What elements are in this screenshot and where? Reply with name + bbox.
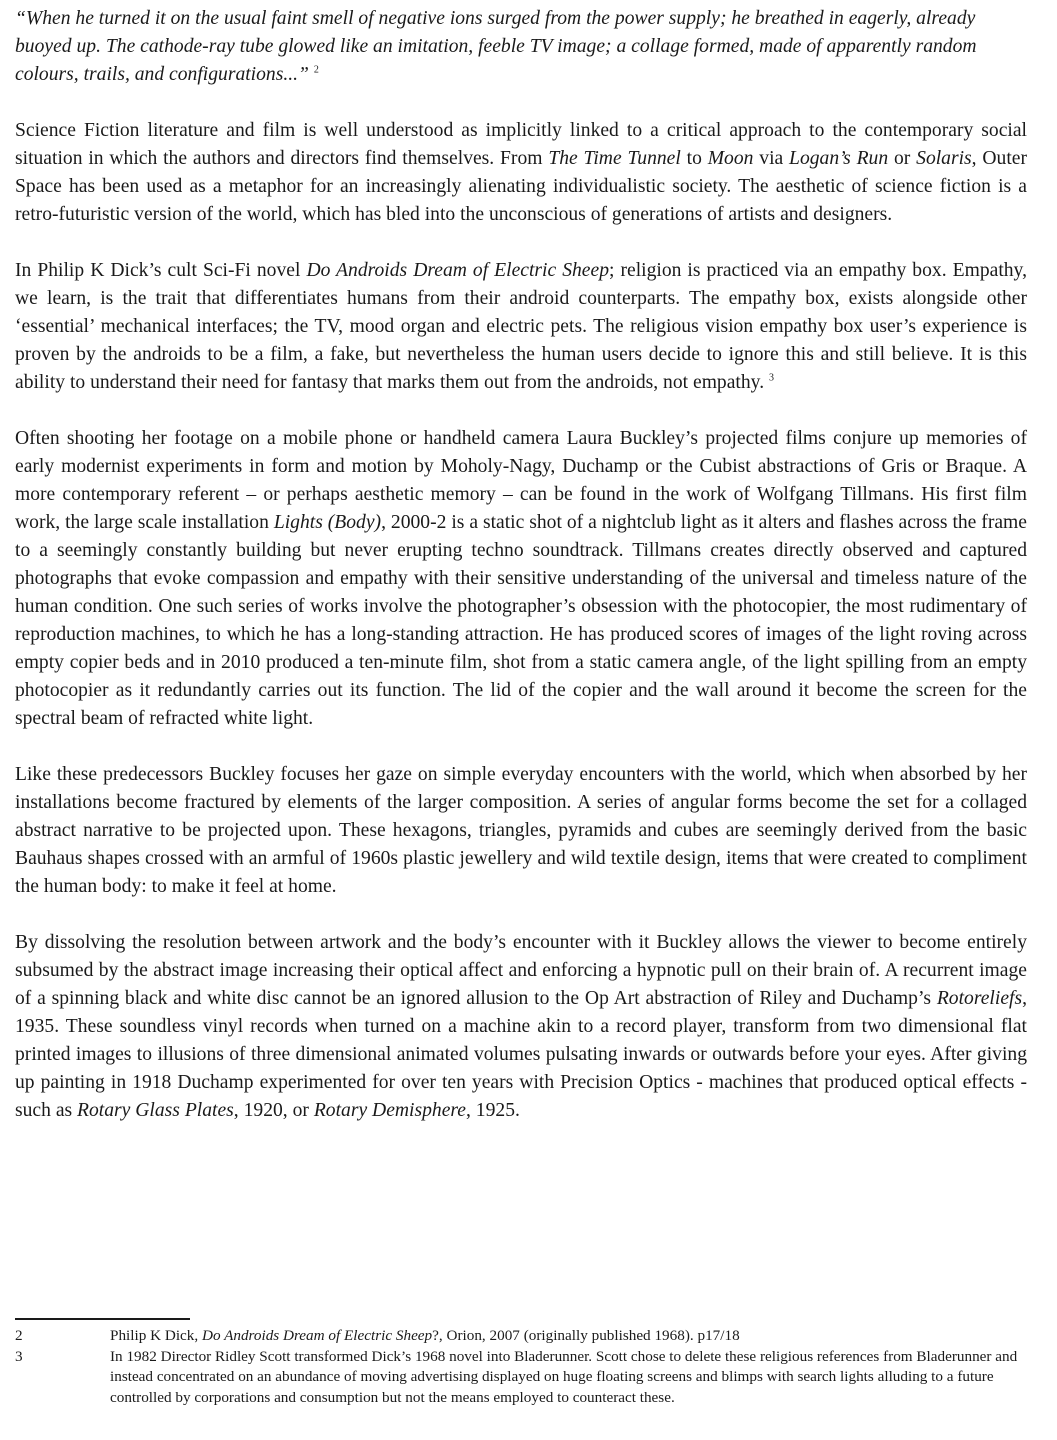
footnote-2	[15, 1326, 1027, 1347]
paragraph-spacer	[15, 901, 1027, 929]
footnotes-section	[15, 1318, 1027, 1408]
paragraph-spacer	[15, 89, 1027, 117]
paragraph-text: , 1920, or	[233, 1100, 314, 1121]
paragraph-text: , Outer Space has been used as a metaphor for an increasingly alienating individualistic society. The aesthetic of science fiction is a retro-futuristic version of the world, which has bled into the unconscious of generations of artists and designers.	[15, 148, 1028, 225]
paragraph-dissolving-resolution	[15, 929, 1027, 1125]
paragraph-philip-k-dick	[15, 257, 1027, 397]
paragraph-text: Science Fiction literature and film is well understood as implicitly linked to a critical approach to the contemporary social situation in which the authors and directors find themselves. From	[15, 120, 1027, 169]
footnote-ref-2[interactable]: 2	[313, 64, 319, 76]
footnote-text	[110, 1326, 1027, 1347]
title-rotoreliefs: Rotoreliefs	[936, 988, 1023, 1009]
paragraph-text: to	[680, 148, 708, 169]
paragraph-sci-fi	[15, 117, 1027, 229]
paragraph-text: Often shooting her footage on a mobile phone or handheld camera Laura Buckley’s projected films conjure up memories of early modernist experiments in form and motion by Moholy-Nagy, Duchamp or the Cubist abstractions of Gris or Braque. A more contemporary referent – or perhaps aesthetic memory – can be found in the work of Wolfgang Tillmans. His first film work, the large scale installation	[15, 428, 1027, 533]
title-rotary-demisphere: Rotary Demisphere	[313, 1100, 466, 1121]
paragraph-text: , 2000-2 is a static shot of a nightclub light as it alters and flashes across the frame to a seemingly constantly building but never erupting techno soundtrack. Tillmans creates directly observed and captured photographs that evoke compassion and empathy with their sensitive understanding of the universal and timeless nature of the human condition. One such series of works involve the photographer’s obsession with the photocopier, the most rudimentary of reproduction machines, to which he has a long-standing attraction. He has produced scores of images of the light roving across empty copier beds and in 2010 produced a ten-minute film, shot from a static camera angle, of the light spilling from an empty photocopier as it redundantly carries out its function. The lid of the copier and the wall around it become the screen for the spectral beam of refracted white light.	[15, 512, 1027, 729]
footnote-ref-3[interactable]: 3	[769, 372, 774, 384]
footnote-3	[15, 1347, 1027, 1409]
quote-text: “When he turned it on the usual faint smell of negative ions surged from the power supply; he breathed in eagerly, already buoyed up. The cathode-ray tube glowed like an imitation, feeble TV image; a collage formed, made of apparently random colours, trails, and configurations...”	[15, 8, 977, 85]
title-do-androids-dream: Do Androids Dream of Electric Sheep	[306, 260, 609, 281]
epigraph-quote	[15, 5, 1027, 89]
title-solaris: Solaris	[916, 148, 972, 169]
paragraph-text: ; religion is practiced via an empathy box. Empathy, we learn, is the trait that differentiates humans from their android counterparts. The empathy box, exists alongside other ‘essential’ mechanical interfaces; the TV, mood organ and electric pets. The religious vision empathy box user’s experience is proven by the androids to be a film, a fake, but nevertheless the human users decide to ignore this and still believe. It is this ability to understand their need for fantasy that marks them out from the androids, not empathy.	[15, 260, 1027, 393]
essay-body	[15, 5, 1027, 1125]
paragraph-text: In Philip K Dick’s cult Sci-Fi novel	[15, 260, 307, 281]
paragraph-spacer	[15, 397, 1027, 425]
paragraph-predecessors: Like these predecessors Buckley focuses her gaze on simple everyday encounters with the world, which when absorbed by her installations become fractured by elements of the larger composition. A series of angular forms become the set for a collaged abstract narrative to be projected upon. These hexagons, triangles, pyramids and cubes are seemingly derived from the basic Bauhaus shapes crossed with an armful of 1960s plastic jewellery and wild textile design, items that were created to compliment the human body: to make it feel at home.	[15, 764, 1027, 897]
footnote-number: 3	[15, 1347, 23, 1365]
footnote-divider	[15, 1318, 190, 1320]
paragraph-spacer	[15, 733, 1027, 761]
title-the-time-tunnel: The Time Tunnel	[548, 148, 681, 169]
title-moon: Moon	[707, 148, 754, 169]
paragraph-text: , 1935. These soundless vinyl records when turned on a machine akin to a record player, transform from two dimensional flat printed images to illusions of three dimensional animated volumes pulsating inwards or outwards before your eyes. After giving up painting in 1918 Duchamp experimented for over ten years with Precision Optics - machines that produced optical effects - such as	[15, 988, 1027, 1121]
title-logans-run: Logan’s Run	[789, 148, 889, 169]
paragraph-laura-buckley	[15, 425, 1027, 733]
footnote-text-part: ?, Orion, 2007 (originally published 1968). p17/18	[432, 1327, 740, 1344]
paragraph-text: , 1925.	[466, 1100, 520, 1121]
paragraph-spacer	[15, 229, 1027, 257]
footnote-text: In 1982 Director Ridley Scott transformed Dick’s 1968 novel into Bladerunner. Scott chose to delete these religious references from Bladerunner and instead concentrated on an abundance of moving advertising displayed on huge floating screens and blimps with search lights alluding to a future controlled by corporations and consumption but not the means employed to counteract these.	[110, 1347, 1018, 1406]
paragraph-text: By dissolving the resolution between artwork and the body’s encounter with it Buckley allows the viewer to become entirely subsumed by the abstract image increasing their optical affect and enforcing a hypnotic pull on their brain of. A recurrent image of a spinning black and white disc cannot be an ignored allusion to the Op Art abstraction of Riley and Duchamp’s	[15, 932, 1027, 1009]
title-lights-body: Lights (Body)	[273, 512, 382, 533]
title-rotary-glass-plates: Rotary Glass Plates	[77, 1100, 234, 1121]
footnote-number: 2	[15, 1327, 23, 1344]
footnote-title: Do Androids Dream of Electric Sheep	[201, 1327, 433, 1344]
footnote-text-part: Philip K Dick,	[110, 1327, 202, 1344]
paragraph-text: via	[753, 148, 790, 169]
paragraph-text: or	[888, 148, 917, 169]
